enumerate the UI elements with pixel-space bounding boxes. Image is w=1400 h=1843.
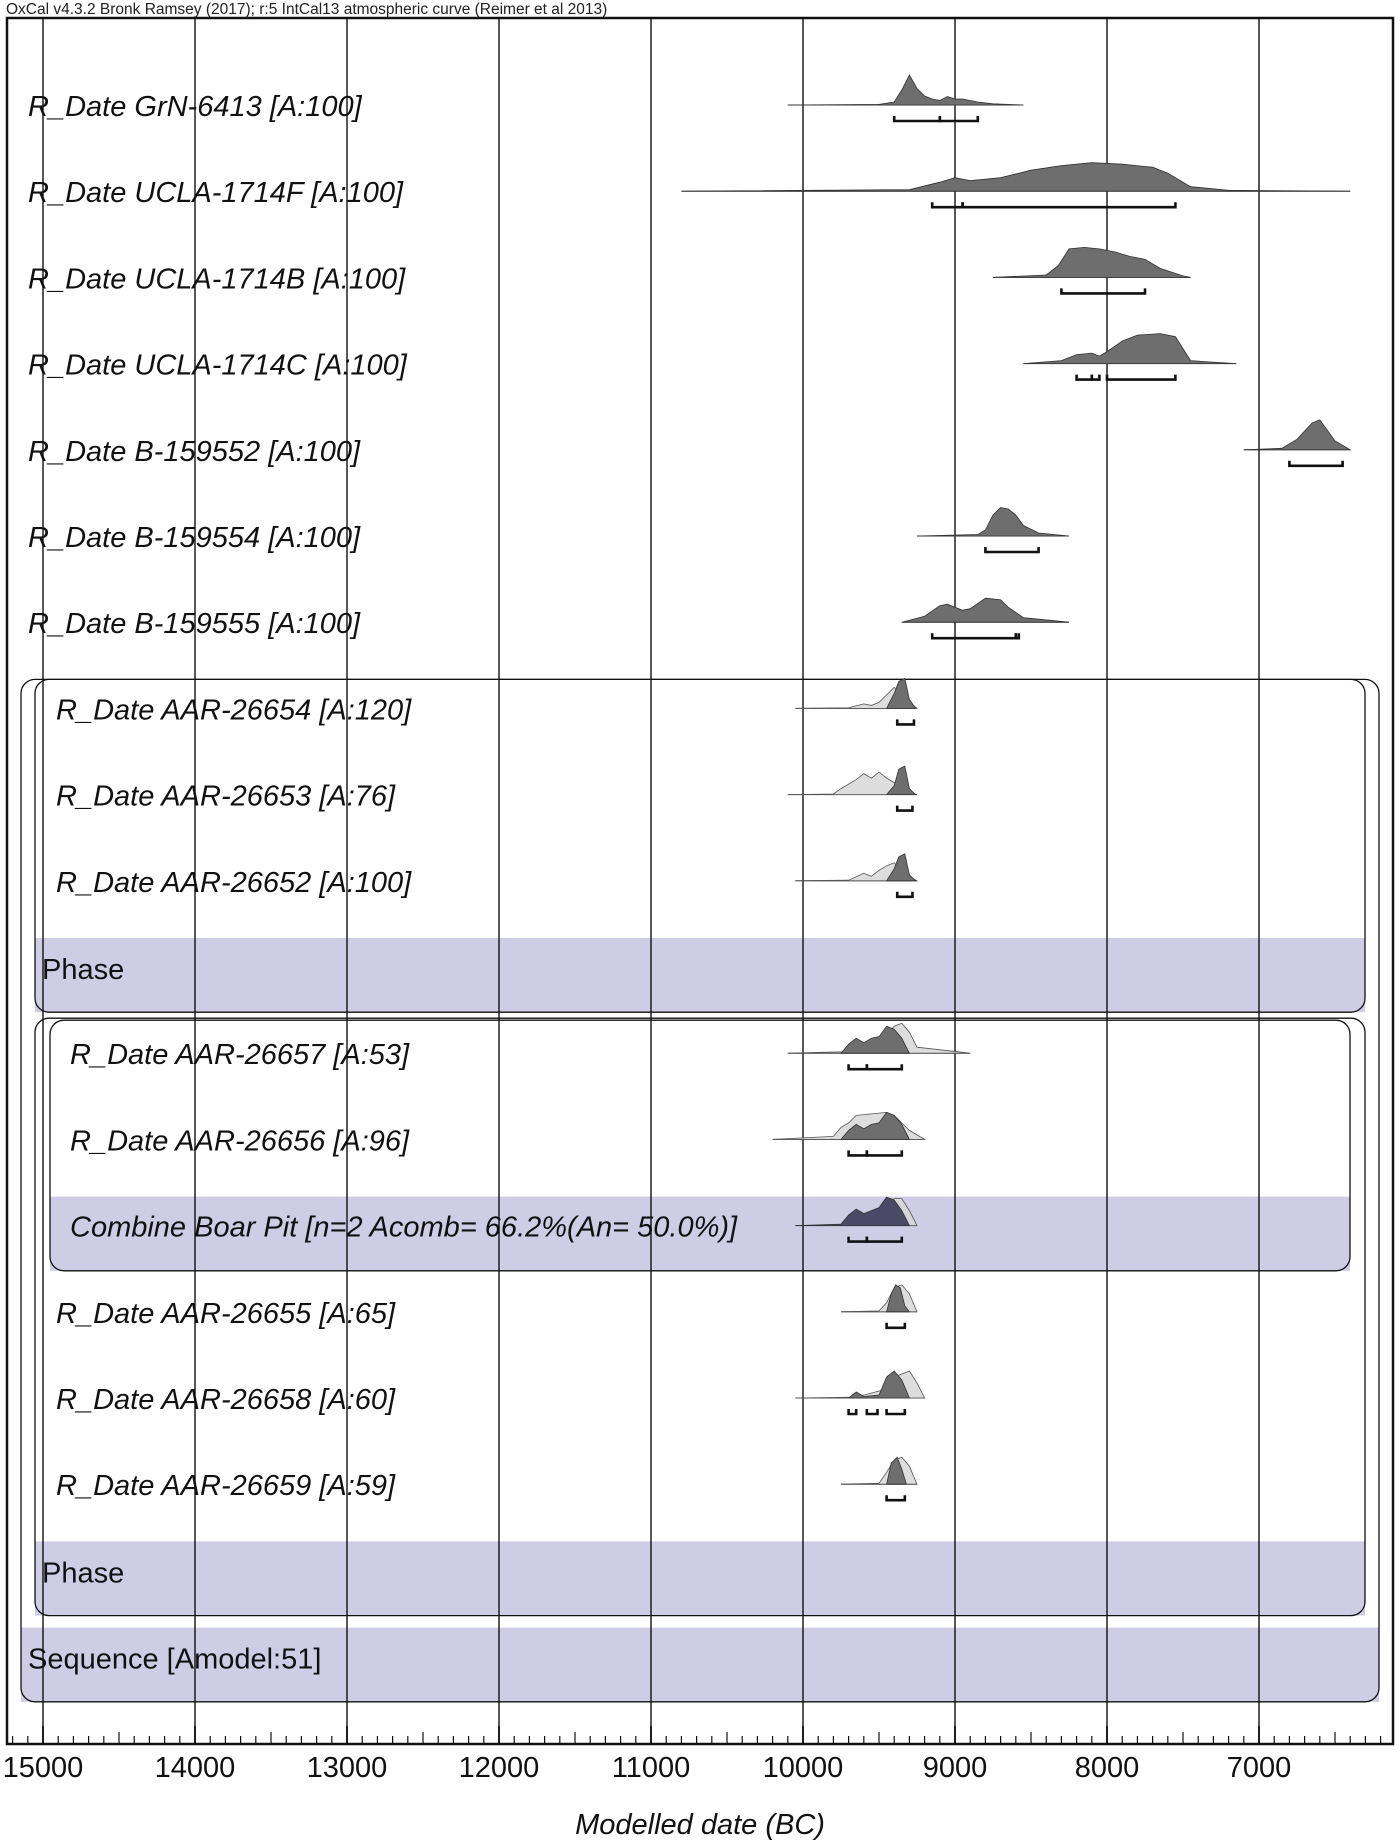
hpd-range-1 [963, 202, 1176, 207]
hpd-range-1 [1092, 375, 1100, 380]
row-label: R_Date AAR-26659 [A:59] [56, 1470, 396, 1503]
x-tick-label: 9000 [922, 1752, 988, 1784]
hpd-range-1 [867, 1150, 902, 1155]
row-label: R_Date AAR-26652 [A:100] [56, 866, 412, 899]
row-label: R_Date UCLA-1714C [A:100] [28, 349, 407, 382]
hpd-range-2 [887, 1409, 905, 1414]
posterior-distribution [993, 247, 1191, 277]
x-tick-label: 8000 [1074, 1752, 1140, 1784]
row-15 [56, 1371, 925, 1416]
row-17 [42, 1557, 124, 1589]
hpd-range-0 [894, 116, 940, 121]
group-label: Phase [42, 1557, 125, 1590]
x-tick-label: 14000 [154, 1752, 236, 1784]
row-0 [28, 75, 1023, 123]
row-8 [56, 766, 917, 813]
x-tick-label: 13000 [306, 1752, 388, 1784]
date-rows [28, 75, 1350, 1676]
row-18 [28, 1644, 321, 1676]
row-label: R_Date AAR-26658 [A:60] [56, 1384, 396, 1416]
hpd-range-0 [849, 1409, 857, 1414]
prior-distribution [841, 1457, 917, 1484]
hpd-range-0 [1289, 461, 1342, 466]
row-label: R_Date AAR-26656 [A:96] [70, 1125, 410, 1158]
x-tick-label: 12000 [458, 1752, 540, 1784]
row-label: R_Date AAR-26657 [A:53] [70, 1039, 410, 1072]
phase-1-band [35, 938, 1365, 1012]
hpd-range-2 [1107, 375, 1175, 380]
posterior-distribution [1023, 334, 1236, 364]
row-12 [70, 1112, 925, 1157]
row-16 [56, 1457, 917, 1502]
row-label: R_Date B-159555 [A:100] [28, 608, 361, 641]
hpd-range-1 [867, 1064, 902, 1069]
row-label: R_Date B-159552 [A:100] [28, 435, 361, 468]
x-tick-label: 10000 [762, 1752, 844, 1784]
row-4 [28, 420, 1350, 468]
hpd-range-0 [1077, 375, 1092, 380]
x-tick-label: 7000 [1226, 1752, 1292, 1784]
x-axis [3, 1726, 1381, 1784]
hpd-range-0 [1061, 288, 1145, 293]
hpd-range-0 [887, 1495, 905, 1500]
hpd-range-0 [897, 892, 912, 897]
x-tick-label: 11000 [611, 1752, 691, 1784]
group-label: Phase [42, 954, 125, 986]
row-2 [28, 247, 1191, 295]
x-axis-title: Modelled date (BC) [575, 1809, 825, 1841]
hpd-range-1 [1016, 633, 1019, 638]
row-1 [28, 163, 1350, 210]
row-label: R_Date UCLA-1714B [A:100] [28, 263, 406, 296]
hpd-range-0 [897, 806, 912, 811]
posterior-distribution [1244, 420, 1350, 450]
hpd-range-0 [887, 1323, 905, 1328]
posterior-distribution [917, 508, 1069, 537]
row-14 [56, 1285, 917, 1330]
hpd-range-0 [849, 1064, 867, 1069]
row-6 [28, 598, 1069, 640]
phase-2-band [35, 1541, 1365, 1615]
hpd-range-0 [932, 202, 962, 207]
row-7 [56, 678, 917, 726]
row-label: R_Date AAR-26654 [A:120] [56, 694, 412, 727]
hpd-range-1 [867, 1409, 878, 1414]
row-9 [56, 854, 917, 899]
hpd-range-0 [932, 633, 1016, 638]
hpd-range-0 [897, 719, 914, 724]
posterior-distribution [902, 598, 1069, 622]
posterior-distribution [788, 75, 1024, 105]
hpd-range-1 [940, 116, 978, 121]
hpd-range-0 [985, 547, 1038, 552]
row-label: Combine Boar Pit [n=2 Acomb= 66.2%(An= 50.0%)] [70, 1211, 738, 1244]
row-label: R_Date UCLA-1714F [A:100] [28, 177, 404, 210]
chart-header: OxCal v4.3.2 Bronk Ramsey (2017); r:5 IntCal13 atmospheric curve (Reimer et al 2013) [6, 1, 608, 18]
row-label: R_Date AAR-26655 [A:65] [56, 1297, 396, 1330]
row-label: R_Date AAR-26653 [A:76] [56, 780, 396, 813]
posterior-distribution [681, 163, 1350, 192]
group-label: Sequence [Amodel:51] [28, 1643, 322, 1676]
row-10 [42, 954, 124, 986]
hpd-range-0 [849, 1150, 867, 1155]
row-11 [70, 1023, 970, 1071]
row-label: R_Date GrN-6413 [A:100] [28, 91, 362, 123]
row-label: R_Date B-159554 [A:100] [28, 522, 361, 554]
row-3 [28, 334, 1236, 382]
row-5 [28, 508, 1069, 555]
x-tick-label: 15000 [2, 1752, 84, 1784]
